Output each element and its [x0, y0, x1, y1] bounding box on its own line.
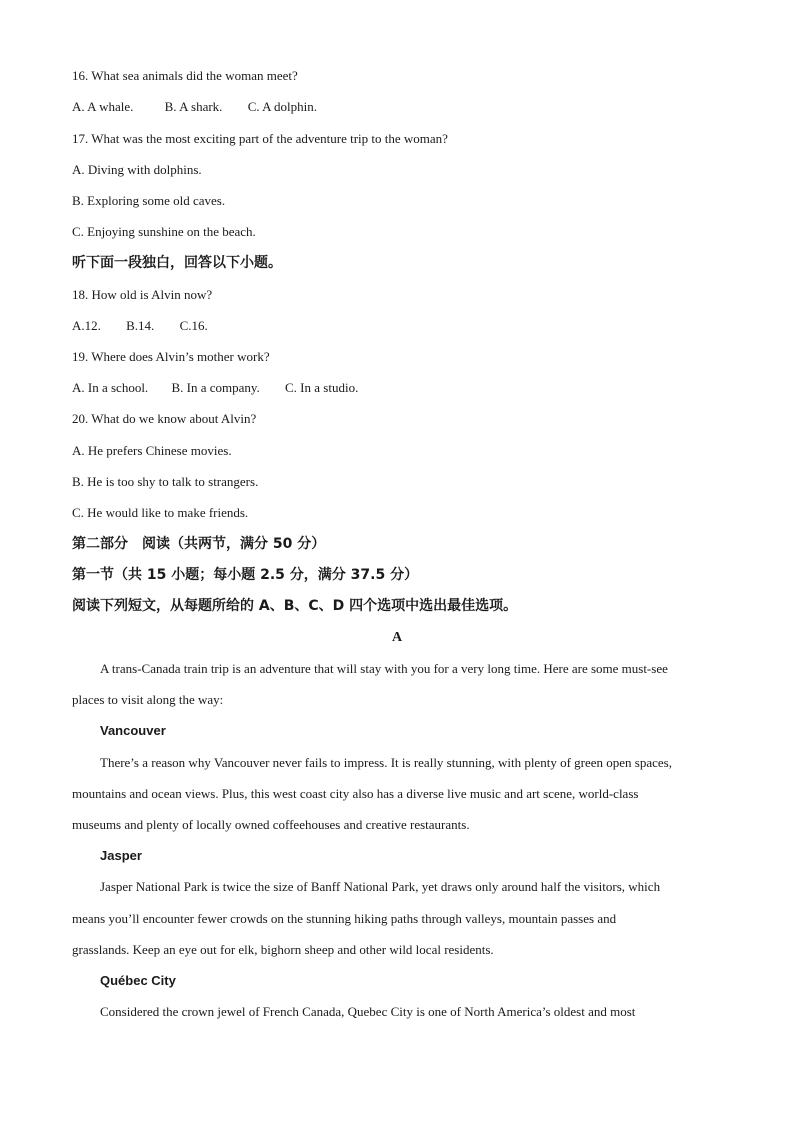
question-18-options	[72, 318, 724, 334]
place-heading: Vancouver	[100, 723, 166, 738]
question-19: 19. Where does Alvin’s mother work?	[72, 349, 270, 364]
reading-instruction: 阅读下列短文，从每题所给的 A、B、C、D 四个选项中选出最佳选项。	[72, 598, 518, 614]
part-title: 第二部分 阅读（共两节，满分 50 分）	[72, 536, 326, 552]
option-b: B. Exploring some old caves.	[72, 193, 226, 208]
option-a: A. In a school.	[72, 380, 149, 395]
option-a: A. Diving with dolphins.	[72, 162, 202, 177]
passage-label: A	[391, 630, 403, 645]
option-b: B.14.	[126, 318, 155, 333]
paragraph-line: mountains and ocean views. Plus, this west coast city also has a diverse live music and art scene, world-class	[72, 786, 639, 801]
paragraph-line: There’s a reason why Vancouver never fails to impress. It is really stunning, with plenty of green open spaces,	[100, 755, 672, 770]
paragraph-line: Considered the crown jewel of French Canada, Quebec City is one of North America’s oldest and most	[100, 1004, 636, 1019]
question-17: 17. What was the most exciting part of the adventure trip to the woman?	[72, 131, 448, 146]
question-18: 18. How old is Alvin now?	[72, 287, 213, 302]
question-16: 16. What sea animals did the woman meet?	[72, 68, 298, 83]
option-c: C. In a studio.	[285, 380, 359, 395]
option-a: A.12.	[72, 318, 101, 333]
section-title: 第一节（共 15 小题；每小题 2.5 分，满分 37.5 分）	[72, 567, 419, 583]
option-c: C. He would like to make friends.	[72, 505, 249, 520]
option-a: A. A whale.	[72, 99, 134, 114]
paragraph-line: Jasper National Park is twice the size of Banff National Park, yet draws only around half the visitors, which	[100, 879, 661, 894]
option-b: B. In a company.	[171, 380, 260, 395]
question-16-options	[72, 99, 724, 115]
option-b: B. A shark.	[164, 99, 223, 114]
question-19-options	[72, 380, 724, 396]
paragraph-line: museums and plenty of locally owned coffeehouses and creative restaurants.	[72, 817, 470, 832]
paragraph-line: grasslands. Keep an eye out for elk, bighorn sheep and other wild local residents.	[72, 942, 494, 957]
option-c: C. Enjoying sunshine on the beach.	[72, 224, 256, 239]
place-heading: Québec City	[100, 973, 176, 988]
option-c: C.16.	[179, 318, 208, 333]
paragraph-line: means you’ll encounter fewer crowds on the stunning hiking paths through valleys, mountain passes and	[72, 911, 617, 926]
monologue-instruction: 听下面一段独白，回答以下小题。	[72, 255, 282, 271]
option-b: B. He is too shy to talk to strangers.	[72, 474, 259, 489]
place-heading: Jasper	[100, 848, 142, 863]
question-20: 20. What do we know about Alvin?	[72, 411, 257, 426]
paragraph-line: A trans-Canada train trip is an adventure that will stay with you for a very long time. Here are some must-see	[100, 661, 668, 676]
paragraph-line: places to visit along the way:	[72, 692, 224, 707]
option-a: A. He prefers Chinese movies.	[72, 443, 232, 458]
option-c: C. A dolphin.	[247, 99, 318, 114]
